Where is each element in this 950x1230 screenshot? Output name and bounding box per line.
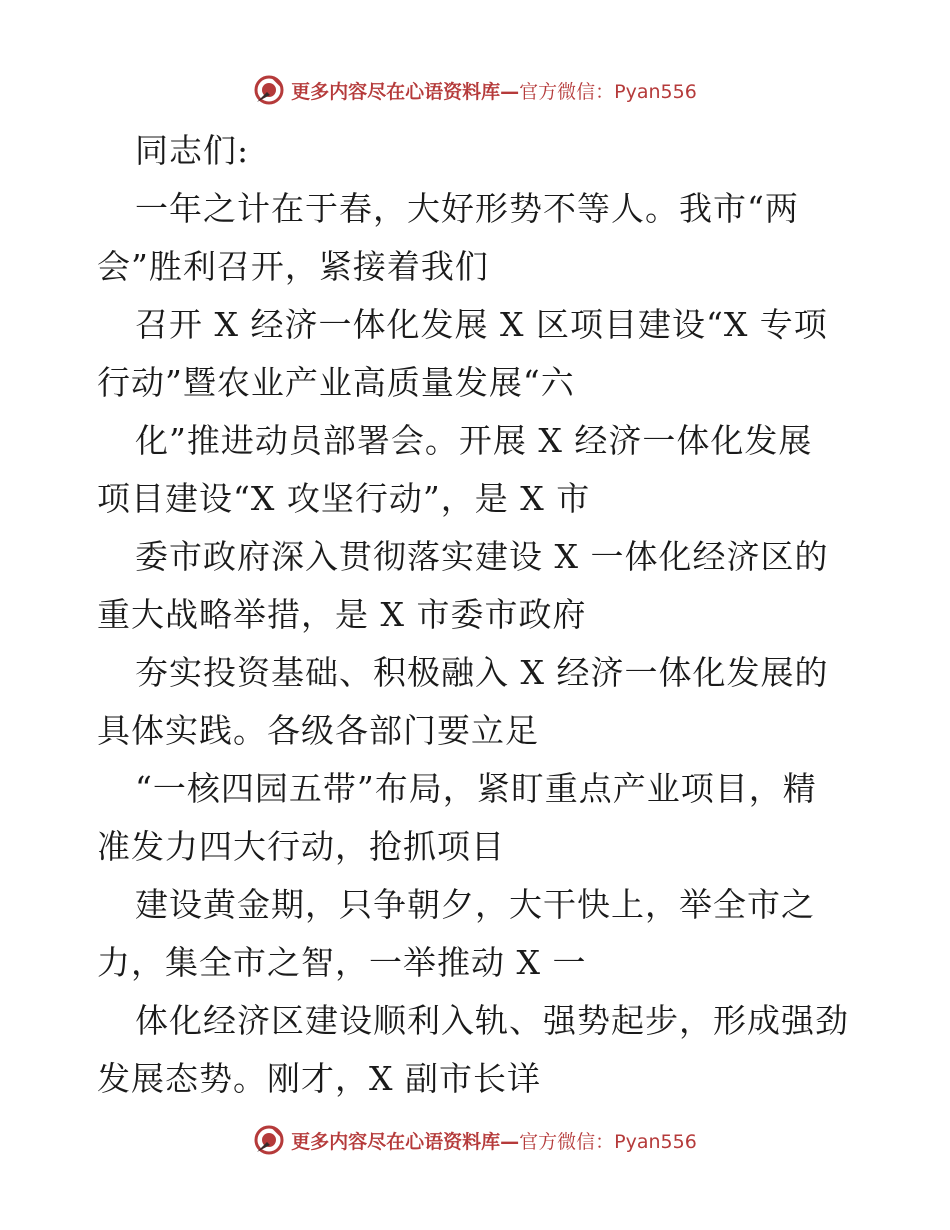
paragraph-line: 力，集全市之智，一举推动 X 一 — [97, 943, 587, 982]
pen-logo-icon — [253, 74, 285, 106]
paragraph-line: 发展态势。刚才，X 副市长详 — [97, 1059, 541, 1098]
paragraph-line: “一核四园五带”布局，紧盯重点产业项目，精 — [135, 769, 817, 808]
watermark-slogan: 更多内容尽在心语资料库— — [291, 1130, 520, 1153]
paragraph-line: 项目建设“X 攻坚行动”，是 X 市 — [97, 479, 591, 518]
paragraph-line: 建设黄金期，只争朝夕，大干快上，举全市之 — [135, 885, 815, 924]
paragraph-line: 会”胜利召开，紧接着我们 — [97, 247, 489, 286]
document-body — [97, 122, 877, 1108]
paragraph-line: 准发力四大行动，抢抓项目 — [97, 827, 505, 866]
pen-logo-icon — [253, 1124, 285, 1156]
paragraph-line: 召开 X 经济一体化发展 X 区项目建设“X 专项 — [135, 305, 828, 344]
watermark-wechat: 官方微信：Pyan556 — [519, 1130, 697, 1153]
watermark-footer — [0, 1120, 950, 1160]
paragraph-line: 化”推进动员部署会。开展 X 经济一体化发展 — [135, 421, 813, 460]
paragraph-line: 体化经济区建设顺利入轨、强势起步，形成强劲 — [135, 1001, 849, 1040]
watermark-header — [0, 70, 950, 110]
paragraph-line: 委市政府深入贯彻落实建设 X 一体化经济区的 — [135, 537, 829, 576]
paragraph-line: 同志们: — [135, 131, 250, 170]
watermark-slogan: 更多内容尽在心语资料库— — [291, 80, 520, 103]
watermark-wechat: 官方微信：Pyan556 — [519, 80, 697, 103]
paragraph-line: 具体实践。各级各部门要立足 — [97, 711, 539, 750]
paragraph-line: 夯实投资基础、积极融入 X 经济一体化发展的 — [135, 653, 829, 692]
paragraph-line: 一年之计在于春，大好形势不等人。我市“两 — [135, 189, 799, 228]
paragraph-line: 重大战略举措，是 X 市委市政府 — [97, 595, 587, 634]
paragraph-line: 行动”暨农业产业高质量发展“六 — [97, 363, 575, 402]
